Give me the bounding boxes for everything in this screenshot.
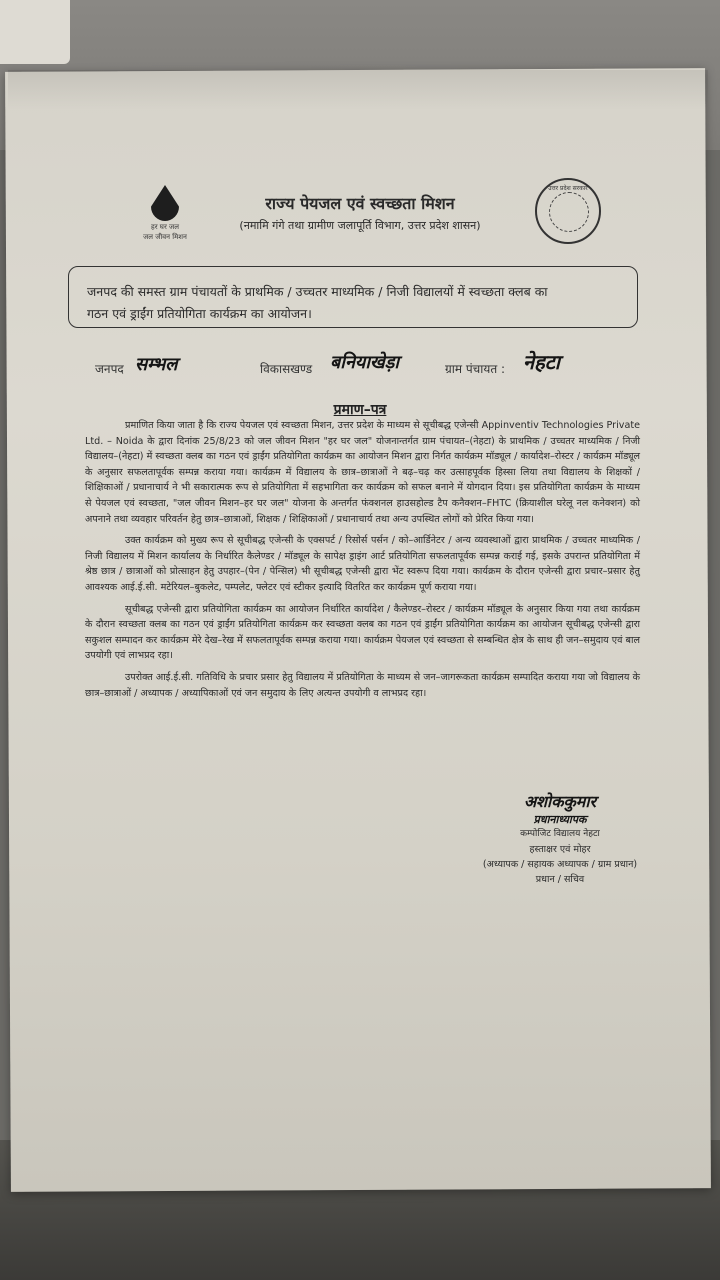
program-title-line1: जनपद की समस्त ग्राम पंचायतों के प्राथमिक / उच्चतर माध्यमिक / निजी विद्यालयों में स्वच्छता क्लब का — [87, 284, 548, 299]
stamp-line-2: कम्पोजिट विद्यालय नेहटा — [520, 829, 600, 839]
signature-role-2: (अध्यापक / सहायक अध्यापक / ग्राम प्रधान) — [482, 859, 638, 870]
stamp-line-1: प्रधानाध्यापक — [533, 813, 587, 826]
logo-subcaption: जल जीवन मिशन — [143, 233, 187, 241]
paragraph-2: उक्त कार्यक्रम को मुख्य रूप से सूचीबद्ध एजेन्सी के एक्सपर्ट / रिसोर्स पर्सन / को–आर्डिनेटर / अन्य व्यवस्थाओं द्वारा प्राथमिक / उच्चतर माध्यमिक / निजी विद्यालय में मिशन कार्यालय के निर्धारित कैलेण्डर / मॉड्यूल के सापेक्ष ड्राइंग आर्ट प्रतियोगिता सफलतापूर्वक सम्पन्न कराई गई, इसके उपरान्त प्रतियोगिता में श्रेष्ठ छात्र / छात्राओं को प्रोत्साहन हेतु उपहार–(पेन / पेन्सिल) भी सूचीबद्ध एजेन्सी द्वारा भेंट स्वरूप दिया गया। कार्यक्रम के दौरान एजेन्सी द्वारा प्रचार–प्रसार हेतु आवश्यक आई.ई.सी. मटेरियल–बुकलेट, पम्पलेट, फ्लेटर एवं स्टीकर इत्यादि वितरित कर कार्यक्रम पूर्ण कराया गया। — [85, 535, 640, 593]
logo-caption: हर घर जल — [151, 223, 179, 231]
paragraph-4: उपरोक्त आई.ई.सी. गतिविधि के प्रचार प्रसार हेतु विद्यालय में प्रतियोगिता के माध्यम से जन–जागरूकता कार्यक्रम सम्पादित कराया गया जो विद्यालय के छात्र–छात्राओं / अध्यापक / अध्यापिकाओं एवं जन समुदाय के लिए अत्यन्त उपयोगी व लाभप्रद रहा। — [85, 671, 640, 699]
certificate-title: प्रमाण–पत्र — [333, 402, 387, 418]
signature-block — [470, 790, 650, 887]
paragraph-3: सूचीबद्ध एजेन्सी द्वारा प्रतियोगिता कार्यक्रम का आयोजन निर्धारित कार्यादेश / कैलेण्डर–रोस्टर / कार्यक्रम मॉड्यूल के अनुसार किया गया तथा कार्यक्रम के दौरान स्वच्छता क्लब का गठन एवं ड्राईंग प्रतियोगिता कार्यक्रम कर स्वच्छता क्लब का गठन एवं ड्राईंग प्रतियोगिता कार्यक्रम का आयोजन सूचीबद्ध एजेन्सी द्वारा सकुशल सम्पादन कर कार्यक्रम मेरे देख–रेख में सफलतापूर्वक सम्पन्न कराया गया। कार्यक्रम पेयजल एवं स्वच्छता से सम्बन्धित क्षेत्र के साथ ही जन–समुदाय एवं बाल उपयोगी एवं लाभप्रद रहा। — [85, 603, 640, 662]
background-card — [0, 0, 70, 64]
seal-caption: उत्तर प्रदेश सरकार — [548, 185, 588, 192]
panchayat-value: नेहटा — [523, 350, 560, 374]
block-value: बनियाखेड़ा — [330, 352, 400, 373]
district-label: जनपद — [95, 362, 124, 376]
mission-title: राज्य पेयजल एवं स्वच्छता मिशन — [265, 194, 455, 213]
block-label: विकासखण्ड — [260, 362, 313, 376]
paragraph-1: प्रमाणित किया जाता है कि राज्य पेयजल एवं स्वच्छता मिशन, उत्तर प्रदेश के माध्यम से सूचीबद्ध एजेन्सी Appinventiv Technologies Private Ltd. – Noida के द्वारा दिनांक 25/8/23 को जल जीवन मिशन "हर घर जल" योजनान्तर्गत ग्राम पंचायत–(नेहटा) के प्राथमिक / उच्चतर माध्यमिक / निजी विद्यालय–(नेहटा) में स्वच्छता क्लब का गठन एवं ड्राईंग प्रतियोगिता कार्यक्रम का आयोजन मिशन द्वारा निर्गत कार्यक्रम मॉड्यूल / कार्यादेश–रोस्टर / कार्यक्रम मॉड्यूल के अनुसार सफलतापूर्वक सम्पन्न कराया गया। कार्यक्रम में विद्यालय के छात्र–छात्राओं ने बढ़–चढ़ कर उत्साहपूर्वक हिस्सा लिया तथा विद्यालय के शिक्षकों / शिक्षिकाओं / प्रधानाचार्य ने भी सकारात्मक रूप से प्रतियोगिता में सहभागिता कर कार्यक्रम को सफल बनाने में योगदान दिया। इस प्रतियोगिता कार्यक्रम के माध्यम से पेयजल एवं स्वच्छता, "जल जीवन मिशन–हर घर जल" योजना के अन्तर्गत फंक्शनल हाउसहोल्ड टैप कनैक्शन–FHTC (क्रियाशील घरेलू नल कनेक्शन) को अपनाने तथा व्यवहार परिवर्तन हेतु छात्र–छात्राओं, शिक्षक / शिक्षिकाओं / प्रधानाचार्य तथा अन्य उपस्थित लोगों को प्रेरित किया गया। — [85, 420, 640, 525]
program-title-line2: गठन एवं ड्राईंग प्रतियोगिता कार्यक्रम का आयोजन। — [87, 306, 312, 321]
program-title-box — [68, 266, 638, 328]
panchayat-label: ग्राम पंचायत : — [445, 362, 506, 376]
certificate-body — [85, 418, 640, 707]
district-value: सम्भल — [135, 354, 178, 375]
handwritten-signature: अशोककुमार — [523, 792, 597, 811]
mission-subtitle: (नमामि गंगे तथा ग्रामीण जलापूर्ति विभाग, उत्तर प्रदेश शासन) — [239, 219, 481, 232]
signature-role-1: हस्ताक्षर एवं मोहर — [529, 844, 591, 855]
paper-shadow — [8, 70, 708, 110]
signature-role-3: प्रधान / सचिव — [535, 874, 585, 885]
